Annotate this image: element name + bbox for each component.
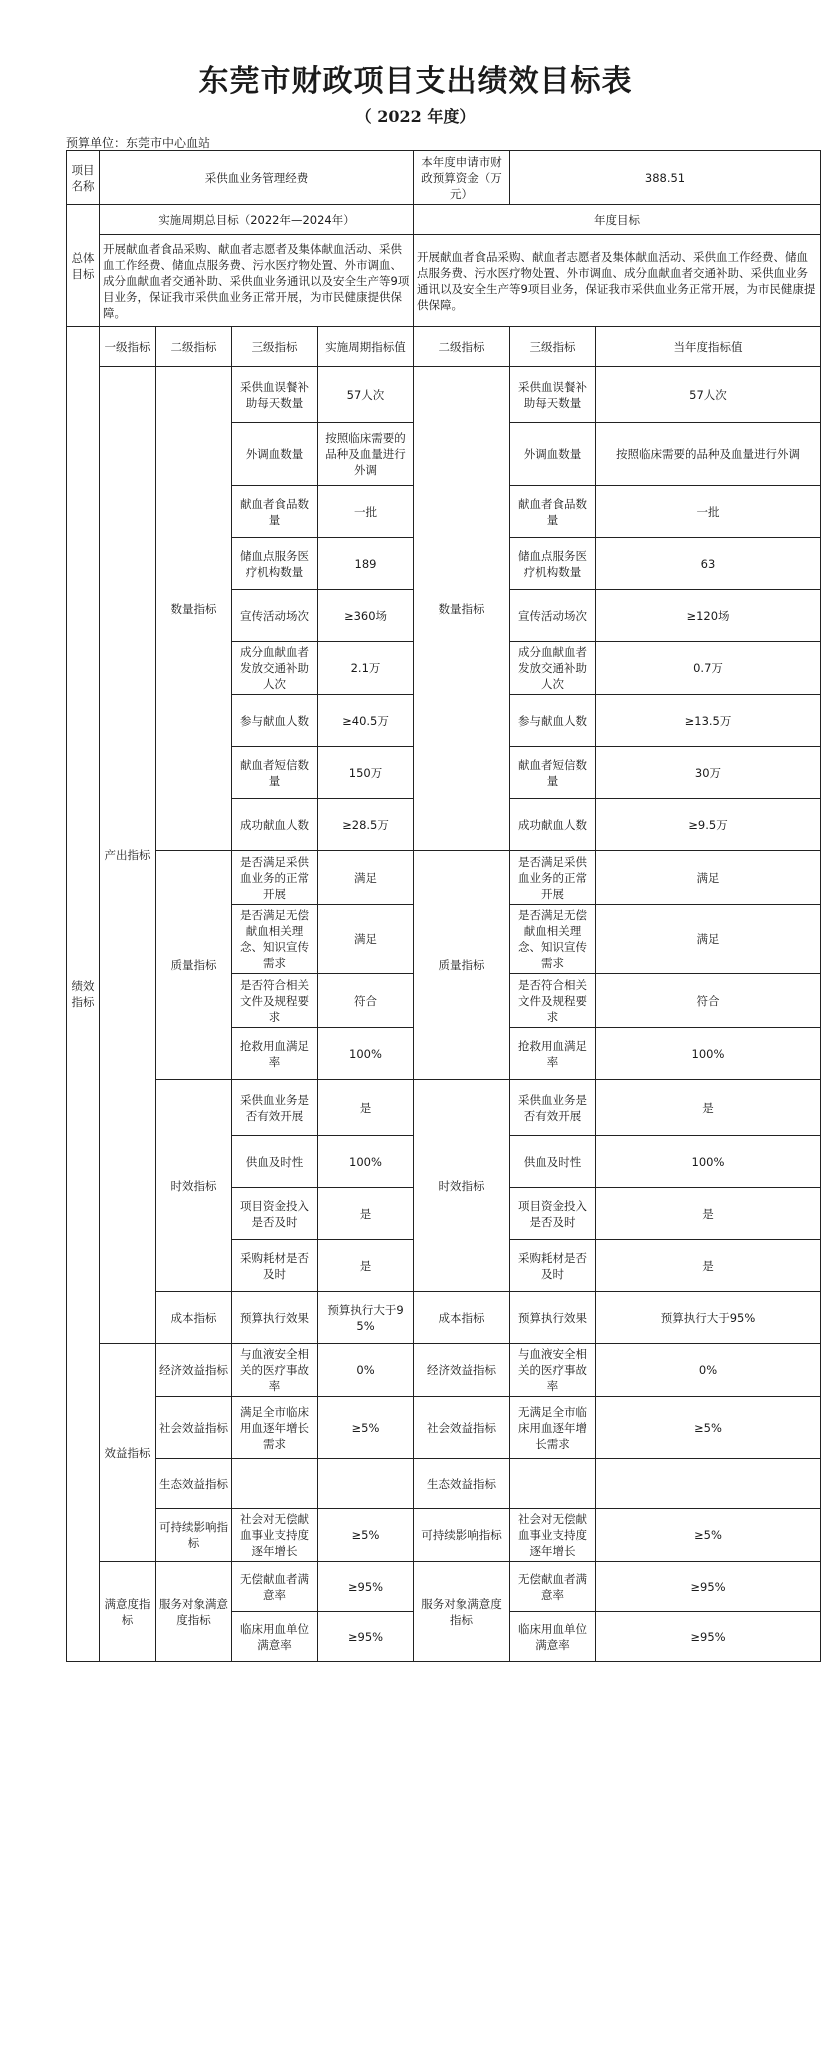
indicator-name-annual: 供血及时性 (510, 1136, 596, 1188)
cost-indicator-label: 成本指标 (156, 1292, 232, 1344)
indicator-name: 成分血献血者发放交通补助人次 (232, 642, 318, 695)
fund-label: 本年度申请市财政预算资金（万元） (414, 151, 510, 205)
annual-value: 57人次 (596, 367, 821, 423)
annual-value: ≥120场 (596, 590, 821, 642)
project-name-label: 项目名称 (67, 151, 100, 205)
overall-goal-label: 总体目标 (67, 205, 100, 327)
satisfaction-subindicator-label-annual: 服务对象满意度指标 (414, 1562, 510, 1662)
annual-value: ≥5% (596, 1509, 821, 1562)
indicator-name-annual: 是否满足无偿献血相关理念、知识宣传需求 (510, 905, 596, 974)
indicator-name-annual: 外调血数量 (510, 423, 596, 486)
annual-goal-header: 年度目标 (414, 205, 821, 235)
annual-value: 0% (596, 1344, 821, 1397)
benefit-subindicator-label: 可持续影响指标 (156, 1509, 232, 1562)
indicator-name-annual: 宣传活动场次 (510, 590, 596, 642)
period-value: ≥95% (318, 1562, 414, 1612)
annual-value: ≥5% (596, 1397, 821, 1459)
indicator-name: 项目资金投入是否及时 (232, 1188, 318, 1240)
annual-value (596, 1459, 821, 1509)
period-value: 2.1万 (318, 642, 414, 695)
period-value: ≥40.5万 (318, 695, 414, 747)
output-indicator-label: 产出指标 (100, 367, 156, 1344)
indicator-name: 参与献血人数 (232, 695, 318, 747)
col-header-level1: 一级指标 (100, 327, 156, 367)
annual-value: 是 (596, 1240, 821, 1292)
budget-unit: 预算单位：东莞市中心血站 (66, 136, 211, 150)
annual-value: ≥9.5万 (596, 799, 821, 851)
period-goal-header: 实施周期总目标（2022年—2024年） (100, 205, 414, 235)
period-value: 预算执行大于95% (318, 1292, 414, 1344)
annual-value: ≥95% (596, 1562, 821, 1612)
indicator-name-annual: 采供血误餐补助每天数量 (510, 367, 596, 423)
page-title: 东莞市财政项目支出绩效目标表 (198, 64, 633, 99)
period-value: 150万 (318, 747, 414, 799)
indicator-name: 是否满足采供血业务的正常开展 (232, 851, 318, 905)
indicator-name-annual: 临床用血单位满意率 (510, 1612, 596, 1662)
indicator-name: 献血者食品数量 (232, 486, 318, 538)
col-header-annual-value: 当年度指标值 (596, 327, 821, 367)
indicator-name: 储血点服务医疗机构数量 (232, 538, 318, 590)
indicator-name: 供血及时性 (232, 1136, 318, 1188)
project-name: 采供血业务管理经费 (100, 151, 414, 205)
period-value: ≥5% (318, 1397, 414, 1459)
benefit-subindicator-label-annual: 社会效益指标 (414, 1397, 510, 1459)
indicator-name: 采供血业务是否有效开展 (232, 1080, 318, 1136)
performance-target-table (66, 150, 821, 1662)
indicator-name: 采购耗材是否及时 (232, 1240, 318, 1292)
period-value: 是 (318, 1188, 414, 1240)
indicator-name: 预算执行效果 (232, 1292, 318, 1344)
period-value: 是 (318, 1080, 414, 1136)
annual-value: ≥13.5万 (596, 695, 821, 747)
quality-indicator-label: 质量指标 (156, 851, 232, 1080)
quantity-indicator-label: 数量指标 (156, 367, 232, 851)
indicator-name-annual: 成分血献血者发放交通补助人次 (510, 642, 596, 695)
timeliness-indicator-label: 时效指标 (156, 1080, 232, 1292)
indicator-name: 是否符合相关文件及规程要求 (232, 974, 318, 1028)
period-value: 57人次 (318, 367, 414, 423)
indicator-name-annual: 参与献血人数 (510, 695, 596, 747)
fiscal-year: （ 2022 年度） (355, 107, 476, 126)
col-header-level2: 二级指标 (156, 327, 232, 367)
annual-value: 100% (596, 1028, 821, 1080)
satisfaction-subindicator-label: 服务对象满意度指标 (156, 1562, 232, 1662)
period-value: 符合 (318, 974, 414, 1028)
annual-value: 100% (596, 1136, 821, 1188)
indicator-name (232, 1459, 318, 1509)
indicator-name: 采供血误餐补助每天数量 (232, 367, 318, 423)
indicator-name: 外调血数量 (232, 423, 318, 486)
indicator-name-annual: 储血点服务医疗机构数量 (510, 538, 596, 590)
annual-value: 预算执行大于95% (596, 1292, 821, 1344)
indicator-name-annual: 采供血业务是否有效开展 (510, 1080, 596, 1136)
indicator-name: 宣传活动场次 (232, 590, 318, 642)
satisfaction-indicator-label: 满意度指标 (100, 1562, 156, 1662)
period-goal-text: 开展献血者食品采购、献血者志愿者及集体献血活动、采供血工作经费、储血点服务费、污水医疗物处置、外市调血、成分血献血者交通补助、采供血业务通讯以及安全生产等9项目业务，保证我市采供血业务正常开展，为市民健康提供保障。 (100, 235, 414, 327)
annual-value: 是 (596, 1188, 821, 1240)
annual-value: 满足 (596, 905, 821, 974)
indicator-name-annual: 献血者短信数量 (510, 747, 596, 799)
indicator-name-annual (510, 1459, 596, 1509)
indicator-name-annual: 项目资金投入是否及时 (510, 1188, 596, 1240)
period-value (318, 1459, 414, 1509)
period-value: 满足 (318, 905, 414, 974)
annual-value: 0.7万 (596, 642, 821, 695)
indicator-name-annual: 是否满足采供血业务的正常开展 (510, 851, 596, 905)
indicator-name-annual: 无偿献血者满意率 (510, 1562, 596, 1612)
performance-indicator-label: 绩效指标 (67, 327, 100, 1662)
quality-indicator-label-annual: 质量指标 (414, 851, 510, 1080)
indicator-name-annual: 抢救用血满足率 (510, 1028, 596, 1080)
period-value: ≥5% (318, 1509, 414, 1562)
period-value: ≥95% (318, 1612, 414, 1662)
indicator-name: 临床用血单位满意率 (232, 1612, 318, 1662)
quantity-indicator-label-annual: 数量指标 (414, 367, 510, 851)
indicator-name: 无偿献血者满意率 (232, 1562, 318, 1612)
indicator-name: 与血液安全相关的医疗事故率 (232, 1344, 318, 1397)
period-value: 满足 (318, 851, 414, 905)
benefit-subindicator-label: 生态效益指标 (156, 1459, 232, 1509)
period-value: 0% (318, 1344, 414, 1397)
indicator-name-annual: 与血液安全相关的医疗事故率 (510, 1344, 596, 1397)
indicator-name: 是否满足无偿献血相关理念、知识宣传需求 (232, 905, 318, 974)
indicator-name: 满足全市临床用血逐年增长需求 (232, 1397, 318, 1459)
annual-goal-text: 开展献血者食品采购、献血者志愿者及集体献血活动、采供血工作经费、储血点服务费、污水医疗物处置、外市调血、成分血献血者交通补助、采供血业务通讯以及安全生产等9项目业务，保证我市采供血业务正常开展，为市民健康提供保障。 (414, 235, 821, 327)
benefit-subindicator-label: 社会效益指标 (156, 1397, 232, 1459)
period-value: ≥360场 (318, 590, 414, 642)
indicator-name: 社会对无偿献血事业支持度逐年增长 (232, 1509, 318, 1562)
annual-value: 满足 (596, 851, 821, 905)
indicator-name-annual: 采购耗材是否及时 (510, 1240, 596, 1292)
indicator-name: 抢救用血满足率 (232, 1028, 318, 1080)
indicator-name-annual: 献血者食品数量 (510, 486, 596, 538)
period-value: 100% (318, 1136, 414, 1188)
annual-value: 一批 (596, 486, 821, 538)
indicator-name-annual: 社会对无偿献血事业支持度逐年增长 (510, 1509, 596, 1562)
timeliness-indicator-label-annual: 时效指标 (414, 1080, 510, 1292)
benefit-subindicator-label-annual: 可持续影响指标 (414, 1509, 510, 1562)
annual-value: 30万 (596, 747, 821, 799)
period-value: 一批 (318, 486, 414, 538)
col-header-level2-annual: 二级指标 (414, 327, 510, 367)
annual-value: 是 (596, 1080, 821, 1136)
indicator-name-annual: 无满足全市临床用血逐年增长需求 (510, 1397, 596, 1459)
annual-value: ≥95% (596, 1612, 821, 1662)
indicator-name-annual: 成功献血人数 (510, 799, 596, 851)
annual-value: 63 (596, 538, 821, 590)
period-value: 189 (318, 538, 414, 590)
benefit-subindicator-label-annual: 生态效益指标 (414, 1459, 510, 1509)
benefit-indicator-label: 效益指标 (100, 1344, 156, 1562)
annual-value: 按照临床需要的品种及血量进行外调 (596, 423, 821, 486)
indicator-name-annual: 是否符合相关文件及规程要求 (510, 974, 596, 1028)
indicator-name: 献血者短信数量 (232, 747, 318, 799)
benefit-subindicator-label: 经济效益指标 (156, 1344, 232, 1397)
annual-value: 符合 (596, 974, 821, 1028)
cost-indicator-label-annual: 成本指标 (414, 1292, 510, 1344)
indicator-name-annual: 预算执行效果 (510, 1292, 596, 1344)
fund-amount: 388.51 (510, 151, 821, 205)
col-header-period-value: 实施周期指标值 (318, 327, 414, 367)
period-value: 是 (318, 1240, 414, 1292)
col-header-level3: 三级指标 (232, 327, 318, 367)
benefit-subindicator-label-annual: 经济效益指标 (414, 1344, 510, 1397)
period-value: 100% (318, 1028, 414, 1080)
col-header-level3-annual: 三级指标 (510, 327, 596, 367)
indicator-name: 成功献血人数 (232, 799, 318, 851)
period-value: ≥28.5万 (318, 799, 414, 851)
period-value: 按照临床需要的品种及血量进行外调 (318, 423, 414, 486)
